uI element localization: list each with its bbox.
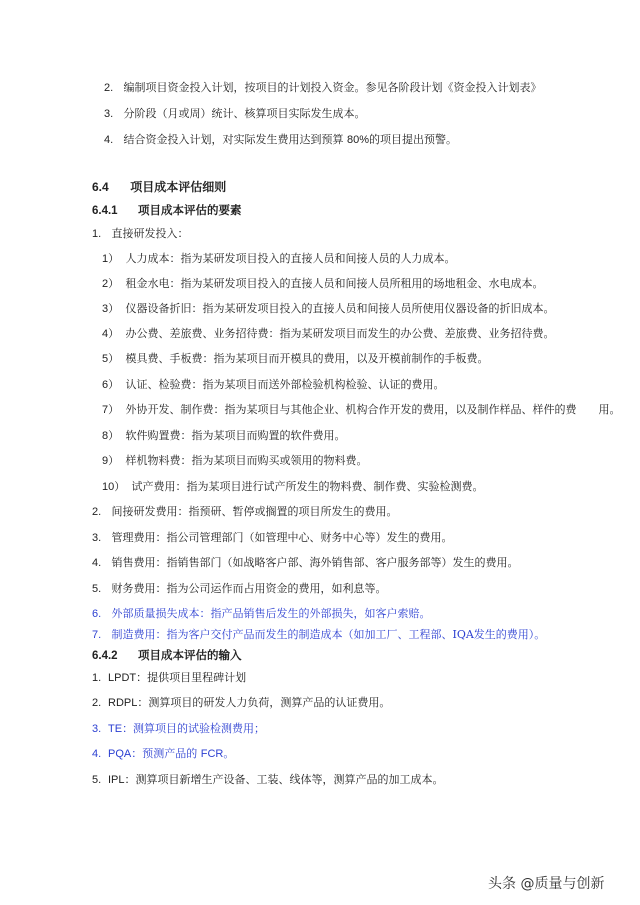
- list-text-percent: 80%: [347, 134, 370, 146]
- list-text: 管理费用：指公司管理部门（如管理中心、财务中心等）发生的费用。: [111, 531, 453, 544]
- sub-list-item: [102, 429, 346, 443]
- input-code: RDPL: [108, 697, 138, 709]
- list-text: 的项目提出预警。: [369, 133, 458, 146]
- input-code: FCR: [200, 748, 224, 760]
- sub-list-text: 仪器设备折旧：指为某研发项目投入的直接人员和间接人员所使用仪器设备的折旧成本。: [125, 302, 555, 315]
- list-text: 间接研发费用：指预研、暂停或搁置的项目所发生的费用。: [111, 505, 398, 518]
- list-item: [104, 133, 457, 147]
- section-heading-6-4: [92, 180, 226, 194]
- list-text: 。: [223, 747, 235, 760]
- sub-list-number: 2）: [102, 278, 120, 290]
- list-text: ：测算项目的研发人力负荷，测算产品的认证费用。: [137, 696, 391, 709]
- sub-list-text: 人力成本：指为某研发项目投入的直接人员和间接人员的人力成本。: [125, 252, 456, 265]
- list-text: 外部质量损失成本：指产品销售后发生的外部损失，如客户索赔。: [111, 607, 431, 620]
- input-code: TE: [108, 723, 123, 735]
- section-heading-6-4-1: [92, 203, 242, 218]
- list-number: 2.: [92, 506, 102, 518]
- list-item: [104, 107, 366, 121]
- list-text: ：预测产品的: [131, 747, 201, 760]
- sub-list-number: 7）: [102, 404, 120, 416]
- list-number: 3.: [92, 532, 102, 544]
- list-item: [104, 81, 542, 95]
- list-text: 编制项目资金投入计划，按项目的计划投入资金。参见各阶段计划《资金投入计划表》: [123, 81, 542, 94]
- list-number: 4.: [104, 134, 114, 146]
- sub-list-item: [102, 403, 621, 417]
- sub-list-item: [102, 378, 445, 392]
- input-code: PQA: [108, 748, 132, 760]
- list-item: [92, 582, 387, 596]
- sub-list-text: 模具费、手板费：指为某项目而开模具的费用，以及开模前制作的手板费。: [125, 352, 489, 365]
- list-text: ：提供项目里程碑计划: [136, 671, 247, 684]
- input-code: LPDT: [108, 672, 137, 684]
- list-number: 5.: [92, 583, 102, 595]
- list-item-highlighted: [92, 722, 265, 736]
- sub-list-number: 10）: [102, 481, 126, 493]
- sub-list-number: 4）: [102, 328, 120, 340]
- sub-list-item: [102, 480, 484, 494]
- sub-list-number: 9）: [102, 455, 120, 467]
- input-code: IPL: [108, 774, 125, 786]
- list-text: 制造费用：指为客户交付产品而发生的制造成本（如加工厂、工程部、IQA发生的费用）。: [111, 628, 546, 641]
- sub-list-text: 租金水电：指为某研发项目投入的直接人员和间接人员所租用的场地租金、水电成本。: [125, 277, 544, 290]
- list-text: 直接研发投入：: [111, 227, 189, 240]
- list-number: 7.: [92, 629, 102, 641]
- list-text: 分阶段（月或周）统计、核算项目实际发生成本。: [123, 107, 366, 120]
- sub-list-item: [102, 252, 456, 266]
- sub-list-item: [102, 277, 544, 291]
- list-item: [92, 227, 189, 241]
- sub-list-item: [102, 302, 555, 316]
- sub-list-number: 5）: [102, 353, 120, 365]
- sub-list-text: 认证、检验费：指为某项目而送外部检验机构检验、认证的费用。: [125, 378, 445, 391]
- list-item-highlighted: [92, 607, 431, 621]
- list-text: ：测算项目新增生产设备、工装、线体等，测算产品的加工成本。: [124, 773, 444, 786]
- sub-list-number: 1）: [102, 253, 120, 265]
- sub-list-number: 6）: [102, 379, 120, 391]
- section-title: 项目成本评估的输入: [138, 648, 242, 662]
- list-number: 3.: [104, 108, 114, 120]
- list-number: 3.: [92, 723, 102, 735]
- list-item-highlighted: [92, 747, 234, 761]
- list-item: [92, 505, 398, 519]
- list-number: 5.: [92, 774, 102, 786]
- list-number: 4.: [92, 557, 102, 569]
- sub-list-item: [102, 327, 555, 341]
- sub-list-text: 试产费用：指为某项目进行试产所发生的物料费、制作费、实验检测费。: [131, 480, 484, 493]
- list-number: 4.: [92, 748, 102, 760]
- section-title: 项目成本评估细则: [130, 180, 227, 194]
- list-text: 结合资金投入计划，对实际发生费用达到预算: [123, 133, 347, 146]
- list-item-highlighted: [92, 628, 545, 642]
- sub-list-item: [102, 454, 368, 468]
- section-number: 6.4: [92, 180, 109, 194]
- list-item: [92, 531, 453, 545]
- list-number: 2.: [92, 697, 102, 709]
- list-item: [92, 696, 390, 710]
- list-item: [92, 773, 444, 787]
- list-number: 1.: [92, 228, 102, 240]
- section-number: 6.4.2: [92, 650, 118, 662]
- list-number: 6.: [92, 608, 102, 620]
- list-number: 2.: [104, 82, 114, 94]
- section-heading-6-4-2: [92, 648, 242, 663]
- sub-list-text: 办公费、差旅费、业务招待费：指为某研发项目而发生的办公费、差旅费、业务招待费。: [125, 327, 555, 340]
- sub-list-number: 3）: [102, 303, 120, 315]
- list-item: [92, 671, 246, 685]
- watermark: 头条 @质量与创新: [488, 876, 605, 892]
- list-number: 1.: [92, 672, 102, 684]
- list-text: ：测算项目的试验检测费用；: [122, 722, 266, 735]
- section-title: 项目成本评估的要素: [138, 203, 242, 217]
- list-item: [92, 556, 519, 570]
- sub-list-item: [102, 352, 489, 366]
- sub-list-text: 外协开发、制作费：指为某项目与其他企业、机构合作开发的费用，以及制作样品、样件的费 用。: [125, 403, 621, 416]
- list-text: 销售费用：指销售部门（如战略客户部、海外销售部、客户服务部等）发生的费用。: [111, 556, 519, 569]
- sub-list-number: 8）: [102, 430, 120, 442]
- sub-list-text: 软件购置费：指为某项目而购置的软件费用。: [125, 429, 346, 442]
- section-number: 6.4.1: [92, 205, 118, 217]
- list-text: 财务费用：指为公司运作而占用资金的费用，如利息等。: [111, 582, 387, 595]
- sub-list-text: 样机物料费：指为某项目而购买或领用的物料费。: [125, 454, 368, 467]
